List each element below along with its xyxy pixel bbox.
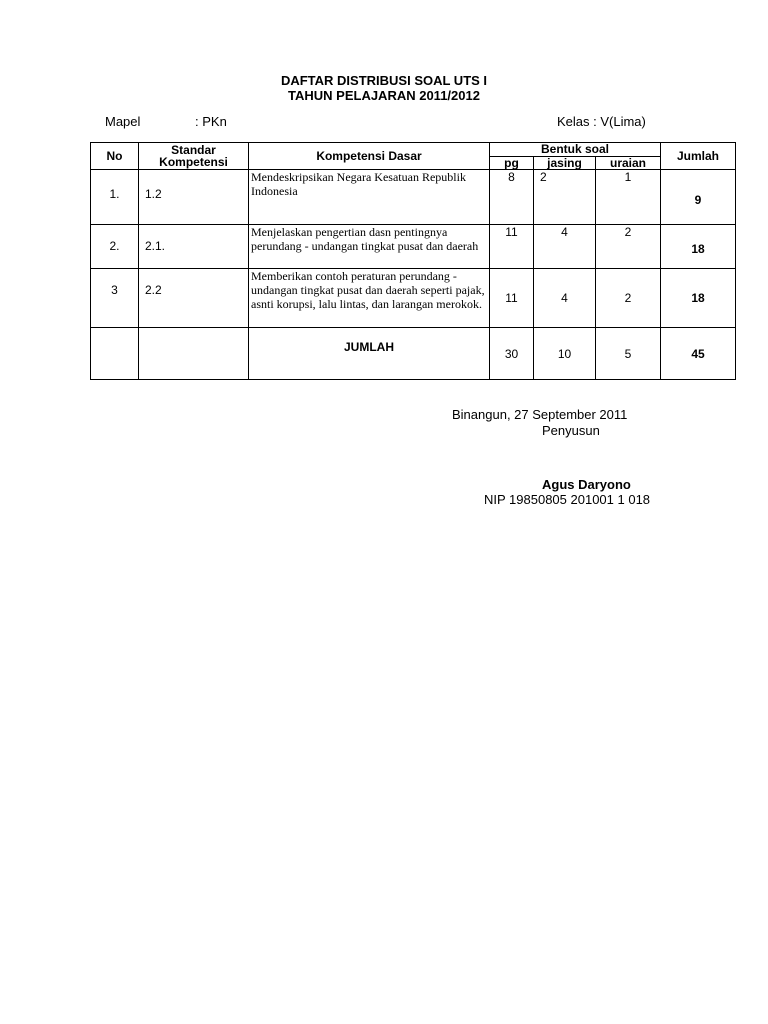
signature-role: Penyusun bbox=[542, 423, 600, 438]
row-jumlah: 18 bbox=[661, 225, 736, 269]
header-bentuk-soal: Bentuk soal bbox=[490, 143, 661, 157]
mapel-label: Mapel bbox=[105, 114, 141, 129]
total-row bbox=[91, 328, 736, 380]
row-jasing: 4 bbox=[534, 269, 596, 328]
mapel-value: : PKn bbox=[195, 114, 227, 129]
row-pg: 11 bbox=[490, 269, 534, 328]
row-kompetensi-dasar: Menjelaskan pengertian dasn pentingnya perundang - undangan tingkat pusat dan daerah bbox=[249, 225, 490, 269]
row-uraian: 2 bbox=[596, 225, 661, 269]
row-kompetensi-dasar: Mendeskripsikan Negara Kesatuan Republik Indonesia bbox=[249, 170, 490, 225]
header-uraian: uraian bbox=[596, 157, 661, 170]
row-pg: 11 bbox=[490, 225, 534, 269]
total-pg: 30 bbox=[490, 328, 534, 380]
table-row bbox=[91, 170, 736, 225]
signature-name: Agus Daryono bbox=[542, 477, 631, 492]
row-jumlah: 9 bbox=[661, 170, 736, 225]
header-jumlah: Jumlah bbox=[661, 143, 736, 170]
kelas-label: Kelas : V(Lima) bbox=[557, 114, 646, 129]
header-no: No bbox=[91, 143, 139, 170]
row-no: 3 bbox=[91, 269, 139, 328]
row-pg: 8 bbox=[490, 170, 534, 225]
row-standar-kompetensi: 1.2 bbox=[139, 170, 249, 225]
total-sk-empty bbox=[139, 328, 249, 380]
header-standar-kompetensi bbox=[139, 143, 249, 170]
signature-place-date: Binangun, 27 September 2011 bbox=[452, 407, 628, 422]
header-standar-line1: Standar bbox=[171, 143, 216, 157]
row-kompetensi-dasar: Memberikan contoh peraturan perundang - undangan tingkat pusat dan daerah seperti pajak, asnti korupsi, lalu lintas, dan larangan merokok. bbox=[249, 269, 490, 328]
table-row bbox=[91, 225, 736, 269]
row-standar-kompetensi: 2.2 bbox=[139, 269, 249, 328]
total-label: JUMLAH bbox=[249, 328, 490, 380]
row-no: 2. bbox=[91, 225, 139, 269]
document-subtitle: TAHUN PELAJARAN 2011/2012 bbox=[288, 88, 480, 103]
signature-nip: NIP 19850805 201001 1 018 bbox=[484, 492, 651, 507]
header-kompetensi-dasar: Kompetensi Dasar bbox=[249, 143, 490, 170]
header-standar-line2: Kompetensi bbox=[159, 155, 228, 169]
row-no: 1. bbox=[91, 170, 139, 225]
row-jasing: 4 bbox=[534, 225, 596, 269]
row-jumlah: 18 bbox=[661, 269, 736, 328]
header-jasing: jasing bbox=[534, 157, 596, 170]
row-jasing: 2 bbox=[534, 170, 596, 225]
table-row bbox=[91, 269, 736, 328]
distribution-table bbox=[90, 142, 736, 380]
total-jumlah: 45 bbox=[661, 328, 736, 380]
total-no-empty bbox=[91, 328, 139, 380]
header-pg: pg bbox=[490, 157, 534, 170]
row-uraian: 1 bbox=[596, 170, 661, 225]
row-uraian: 2 bbox=[596, 269, 661, 328]
total-jasing: 10 bbox=[534, 328, 596, 380]
row-standar-kompetensi: 2.1. bbox=[139, 225, 249, 269]
total-uraian: 5 bbox=[596, 328, 661, 380]
document-title: DAFTAR DISTRIBUSI SOAL UTS I bbox=[280, 73, 488, 88]
